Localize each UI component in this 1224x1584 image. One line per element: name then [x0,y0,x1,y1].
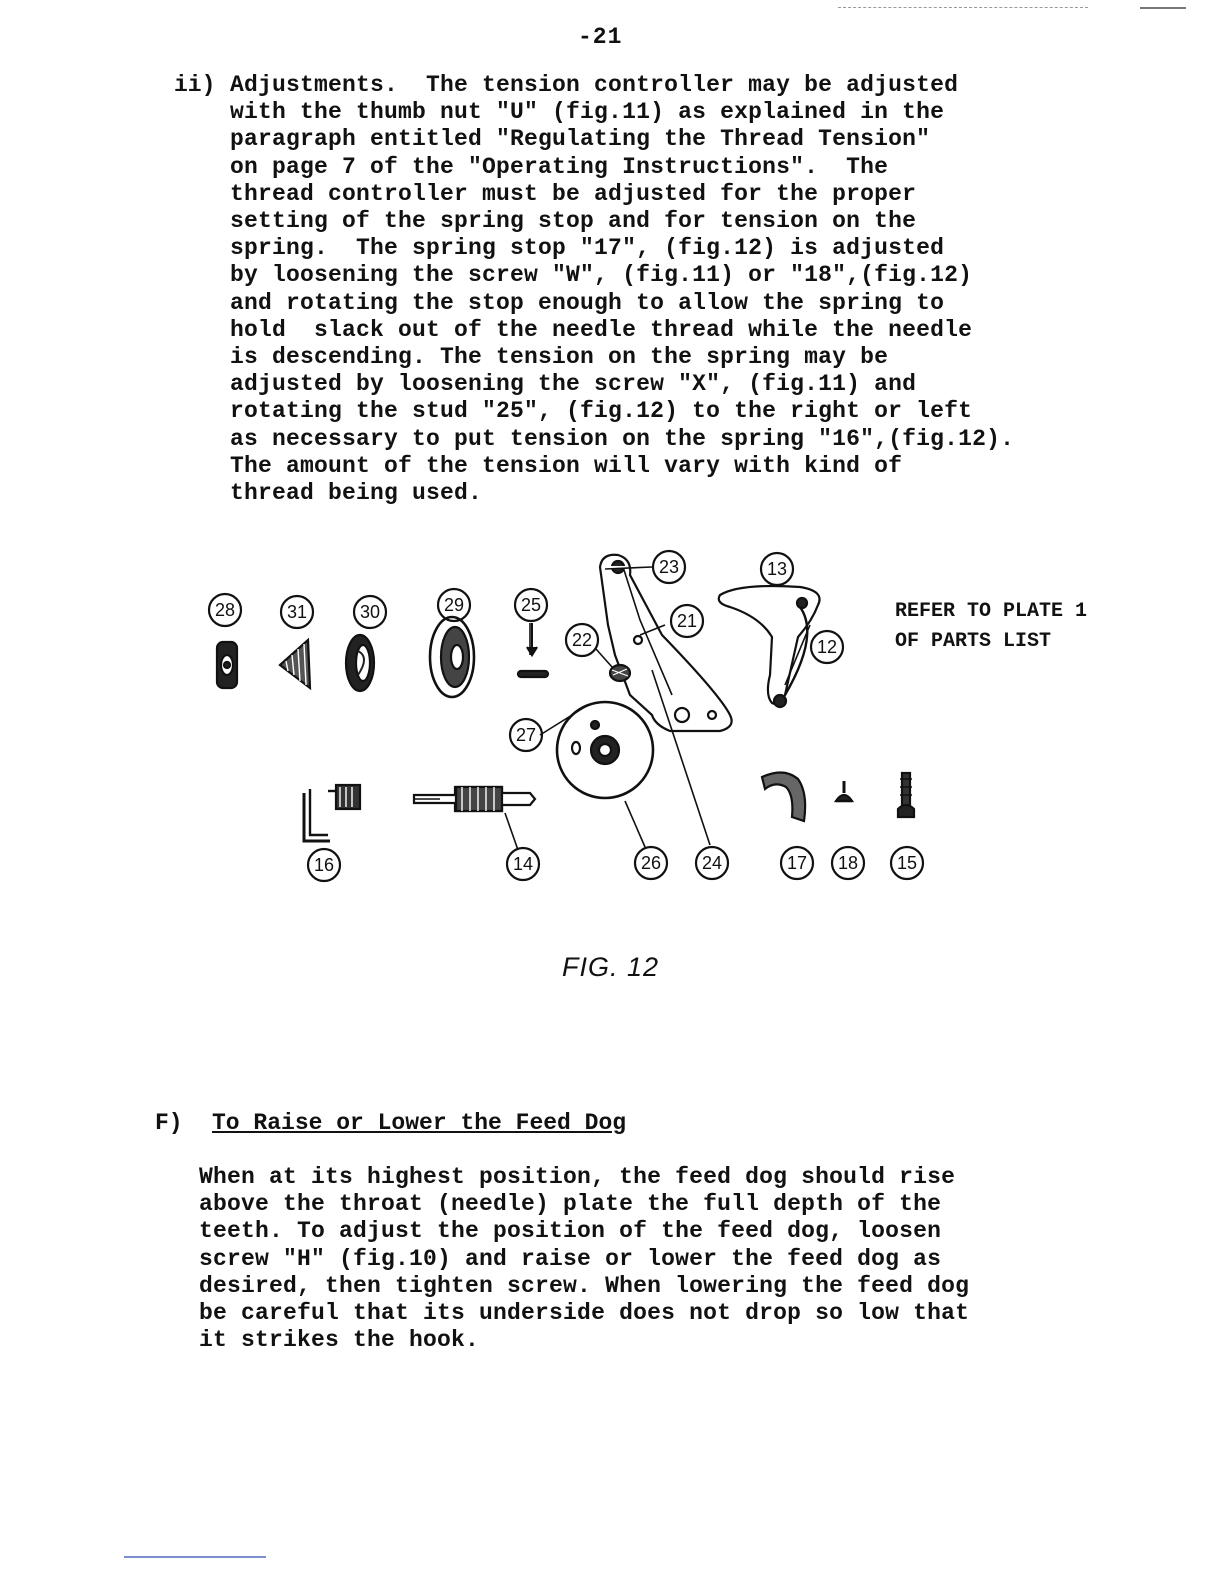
text-line: above the throat (needle) plate the full depth of the [199,1191,942,1218]
callout-25 [515,589,547,621]
section-ii-marker: ii) [174,72,216,98]
callout-24 [696,847,728,879]
callout-28 [209,594,241,626]
note-line: REFER TO PLATE 1 [895,600,1088,623]
section-f-heading: To Raise or Lower the Feed Dog [212,1110,627,1136]
callout-18 [832,847,864,879]
text-line: with the thumb nut "U" (fig.11) as explained in the [230,99,945,126]
callout-13 [761,553,793,585]
top-edge-mark-right [1140,7,1186,9]
callout-12 [811,631,843,663]
text-line: hold slack out of the needle thread while the needle [230,316,973,343]
text-line: thread controller must be adjusted for the proper [230,180,917,207]
part-17-spring-stop [762,772,805,821]
text-line: adjusted by loosening the screw "X", (fig.11) and [230,371,917,398]
text-line: rotating the stud "25", (fig.12) to the right or left [230,398,973,425]
part-13-bracket [719,586,820,707]
callout-22 [566,624,598,656]
figure-caption: FIG. 12 [562,952,660,982]
callout-27 [510,719,542,751]
text-line: The amount of the tension will vary with kind of [230,452,903,479]
svg-text:30: 30 [359,602,381,622]
svg-text:25: 25 [520,595,542,615]
text-line: by loosening the screw "W", (fig.11) or "18",(fig.12) [230,262,973,289]
callout-15 [891,847,923,879]
bottom-edge-mark [124,1556,266,1558]
text-line: thread being used. [230,480,483,507]
text-line: paragraph entitled "Regulating the Thread Tension" [230,126,931,153]
text-line: screw "H" (fig.10) and raise or lower the feed dog as [199,1245,942,1272]
part-30-disc [346,635,374,691]
part-15-screw [898,773,914,817]
callout-16 [308,849,340,881]
text-line: Adjustments. The tension controller may be adjusted [230,72,959,98]
figure-12-parts-diagram [200,545,980,895]
svg-text:31: 31 [286,602,308,622]
callout-21 [671,605,703,637]
callout-30 [354,596,386,628]
page-number: -21 [578,24,623,50]
part-28-nut [217,642,237,688]
text-line: When at its highest position, the feed dog should rise [199,1164,956,1190]
text-line: and rotating the stop enough to allow the spring to [230,289,945,316]
note-line: OF PARTS LIST [895,630,1052,653]
part-25-stud [518,623,548,677]
svg-text:22: 22 [571,630,593,650]
section-ii-paragraph [230,72,1014,507]
part-29-tension-disc [430,617,474,697]
text-line: as necessary to put tension on the spring "16",(fig.12). [230,425,1015,452]
svg-text:28: 28 [214,600,236,620]
callout-23 [653,551,685,583]
svg-text:23: 23 [658,557,680,577]
text-line: spring. The spring stop "17", (fig.12) is adjusted [230,235,945,262]
svg-text:29: 29 [443,595,465,615]
svg-text:26: 26 [640,853,662,873]
svg-text:13: 13 [766,559,788,579]
text-line: desired, then tighten screw. When lowering the feed dog [199,1272,970,1299]
section-f-paragraph [199,1164,969,1354]
svg-text:14: 14 [512,854,534,874]
part-18-screw [836,781,852,801]
part-16-spring [304,785,360,841]
part-22-screw [610,665,630,681]
svg-text:17: 17 [786,853,808,873]
top-edge-mark [838,7,1088,8]
part-31-spring [280,640,310,688]
refer-to-plate-note [895,597,1087,657]
text-line: on page 7 of the "Operating Instructions". The [230,153,889,180]
svg-text:16: 16 [313,855,335,875]
part-26-thread-guide-wheel [557,702,653,798]
callout-14 [507,848,539,880]
text-line: is descending. The tension on the spring may be [230,344,889,371]
text-line: be careful that its underside does not drop so low that [199,1300,970,1327]
svg-text:24: 24 [701,853,723,873]
text-line: teeth. To adjust the position of the feed dog, loosen [199,1218,942,1245]
svg-text:27: 27 [515,725,537,745]
svg-text:12: 12 [816,637,838,657]
text-line: it strikes the hook. [199,1327,480,1354]
callout-17 [781,847,813,879]
text-line: setting of the spring stop and for tension on the [230,208,917,235]
callout-31 [281,596,313,628]
part-14-stud [414,787,535,811]
section-f-marker: F) [155,1110,183,1136]
svg-text:21: 21 [676,611,698,631]
svg-text:15: 15 [896,853,918,873]
callout-26 [635,847,667,879]
svg-text:18: 18 [837,853,859,873]
